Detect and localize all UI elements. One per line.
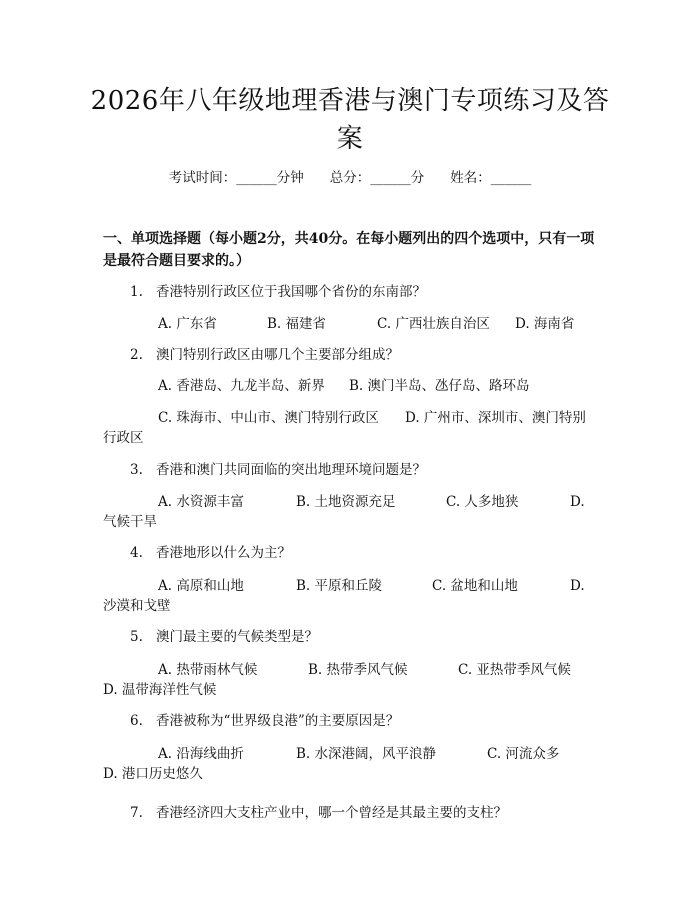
question-text: 香港经济四大支柱产业中，哪一个曾经是其最主要的支柱？ [156,805,507,821]
option-a: A. 香港岛、九龙半岛、新界 [158,378,325,394]
question-number: 4. [130,545,143,561]
option-d-continued: 沙漠和戈壁 [103,598,171,614]
total-score-label: 总分：______分 [329,170,425,186]
option-d: D. 广州市、深圳市、澳门特别 [405,410,586,426]
option-b: B. 水深港阔，风平浪静 [296,746,437,762]
question-text: 香港和澳门共同面临的突出地理环境问题是？ [156,462,426,478]
question-1 [130,282,426,302]
question-text: 香港地形以什么为主？ [156,545,291,561]
question-5 [130,627,318,647]
option-a: A. 广东省 [158,316,217,332]
option-d-continued: 气候干旱 [103,514,157,530]
option-d: D. 海南省 [515,316,575,332]
option-d: D. 港口历史悠久 [103,766,203,782]
option-c: C. 河流众多 [487,746,560,762]
option-d: D. [570,578,585,594]
option-a: A. 沿海线曲折 [158,746,244,762]
option-b: B. 热带季风气候 [308,662,408,678]
question-number: 5. [130,629,143,645]
question-text: 香港特别行政区位于我国哪个省份的东南部？ [156,284,426,300]
page-title: 2026年八年级地理香港与澳门专项练习及答案 [90,86,610,154]
question-3 [130,460,426,480]
option-b: B. 平原和丘陵 [296,578,383,594]
option-b: B. 福建省 [267,316,327,332]
option-d: D. 温带海洋性气候 [103,682,217,698]
option-d: D. [570,494,585,510]
question-7 [130,803,507,823]
question-number: 1. [130,284,143,300]
section-heading [103,228,603,272]
section-heading-line: 一、单项选择题（每小题2分，共40分。在每小题列出的四个选项中，只有一项 [103,231,595,247]
question-text: 澳门特别行政区由哪几个主要部分组成？ [156,347,399,363]
section-heading-line: 是最符合题目要求的。） [103,253,250,269]
option-b: B. 土地资源充足 [296,494,396,510]
question-text: 澳门最主要的气候类型是？ [156,629,318,645]
question-number: 6. [130,713,143,729]
exam-time-label: 考试时间：______分钟 [168,170,304,186]
question-number: 2. [130,347,143,363]
option-c: C. 广西壮族自治区 [377,316,490,332]
question-2 [130,345,399,365]
option-c: C. 珠海市、中山市、澳门特别行政区 [158,410,379,426]
option-a: A. 高原和山地 [158,578,244,594]
option-c: C. 盆地和山地 [432,578,518,594]
name-label: 姓名：______ [450,170,532,186]
option-d-continued: 行政区 [103,430,144,446]
question-text: 香港被称为“世界级良港”的主要原因是？ [156,713,400,729]
question-number: 3. [130,462,143,478]
option-c: C. 人多地狭 [446,494,519,510]
question-number: 7. [130,805,143,821]
question-6 [130,711,399,731]
option-c: C. 亚热带季风气候 [458,662,571,678]
question-4 [130,543,291,563]
option-b: B. 澳门半岛、氹仔岛、路环岛 [349,378,530,394]
option-a: A. 水资源丰富 [158,494,244,510]
option-a: A. 热带雨林气候 [158,662,258,678]
exam-meta [0,168,700,188]
